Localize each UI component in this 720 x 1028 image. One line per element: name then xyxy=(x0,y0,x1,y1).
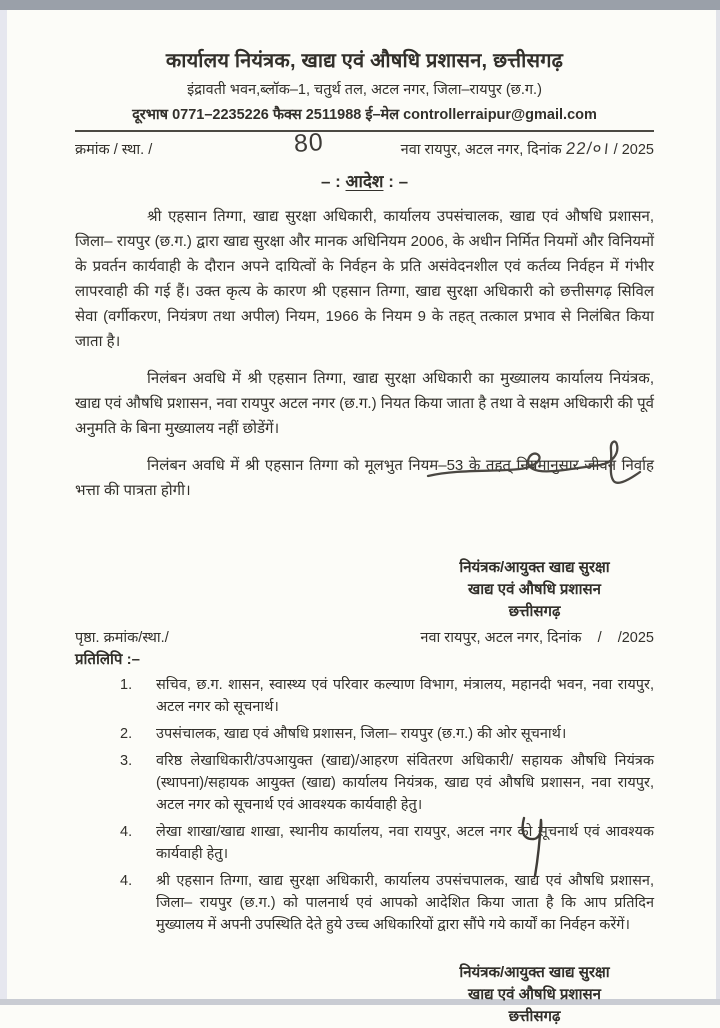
list-item xyxy=(75,870,654,936)
handwritten-mark xyxy=(512,808,560,882)
signatory-state: छत्तीसगढ़ xyxy=(508,1008,561,1025)
copy-to-list xyxy=(75,674,654,936)
signature-space xyxy=(427,511,642,557)
order-paragraph-2: निलंबन अवधि में श्री एहसान तिग्गा, खाद्य सुरक्षा अधिकारी का मुख्यालय कार्यालय नियंत्रक, खाद्य एवं औषधि प्रशासन, नवा रायपुर अटल नगर (छ.ग.) नियत किया जाता है तथा वे सक्षम अधिकारी की पूर्व अनुमति के बिना मुख्यालय नहीं छोडेंगें। xyxy=(75,370,654,437)
list-item-number: 4. xyxy=(120,873,133,889)
order-heading-word: आदेश xyxy=(345,172,384,191)
signatory-department: खाद्य एवं औषधि प्रशासन xyxy=(468,986,601,1003)
list-item-text: उपसंचालक, खाद्य एवं औषधि प्रशासन, जिला– रायपुर (छ.ग.) की ओर सूचनार्थ। xyxy=(156,726,567,742)
list-item-text: वरिष्ठ लेखाधिकारी/उपआयुक्त (खाद्य)/आहरण संवितरण अधिकारी/ सहायक औषधि नियंत्रक (स्थापना)/सहायक आयुक्त (खाद्य) कार्यालय नियंत्रक, खाद्य एवं औषधि प्रशासन, नवा रायपुर, अटल नगर को सूचनार्थ एवं आवश्यक कार्यवाही हेतु। xyxy=(156,753,654,813)
office-contact-line: दूरभाष 0771–2235226 फैक्स 2511988 ई–मेल controllerraipur@gmail.com xyxy=(75,104,654,132)
list-item-text: लेखा शाखा/खाद्य शाखा, स्थानीय कार्यालय, नवा रायपुर, अटल नगर को सूचनार्थ एवं आवश्यक कार्यवाही हेतु। xyxy=(156,824,654,862)
list-item xyxy=(75,674,654,718)
scan-edge-right xyxy=(716,10,720,1005)
endorsement-number-label: पृष्ठा. क्रमांक/स्था./ xyxy=(75,630,169,646)
endorsement-line xyxy=(75,627,654,647)
order-paragraph-1: श्री एहसान तिग्गा, खाद्य सुरक्षा अधिकारी, कार्यालय उपसंचालक, खाद्य एवं औषधि प्रशासन, जिला– रायपुर (छ.ग.) द्वारा खाद्य सुरक्षा और मानक अधिनियम 2006, के अधीन निर्मित नियमों और विनियमों के प्रवर्तन कार्यवाही के दौरान अपने दायित्वों के निर्वहन के प्रति असंवेदनशील एवं कर्तव्य निर्वहन में गंभीर लापरवाही की गई हैं। उक्त कृत्य के कारण श्री एहसान तिग्गा, खाद्य सुरक्षा अधिकारी को छत्तीसगढ़ सिविल सेवा (वर्गीकरण, नियंत्रण तथा अपील) नियम, 1966 के नियम 9 के तहत् तत्काल प्रभाव से निलंबित किया जाता है। xyxy=(75,208,654,350)
list-item xyxy=(75,723,654,745)
list-item xyxy=(75,750,654,816)
office-title: कार्यालय नियंत्रक, खाद्य एवं औषधि प्रशासन, छत्तीसगढ़ xyxy=(165,50,564,72)
scan-edge-top xyxy=(0,0,720,10)
list-item-text: श्री एहसान तिग्गा, खाद्य सुरक्षा अधिकारी, कार्यालय उपसंचपालक, खाद्य एवं औषधि प्रशासन, जिला– रायपुर (छ.ग.) को पालनार्थ एवं आपको आदेशित किया जाता है कि आप प्रतिदिन मुख्यालय में अपनी उपस्थिति देते हुये उच्च अधिकारियों द्वारा सौंपे गये कार्यों का निर्वहन करेंगें। xyxy=(156,873,654,933)
signatory-designation: नियंत्रक/आयुक्त खाद्य सुरक्षा xyxy=(459,559,610,576)
list-item-number: 1. xyxy=(120,677,133,693)
signatory-department: खाद्य एवं औषधि प्रशासन xyxy=(468,581,601,598)
order-paragraph-3: निलंबन अवधि में श्री एहसान तिग्गा को मूलभुत नियम–53 के तहत् नियमानुसार जीवन निर्वाह भत्ता की पात्रता होगी। xyxy=(75,457,654,499)
scan-edge-left xyxy=(0,10,7,1005)
list-item-number: 3. xyxy=(120,753,133,769)
list-item xyxy=(75,821,654,865)
reference-line xyxy=(75,136,654,159)
list-item-number: 4. xyxy=(120,824,133,840)
reference-number-label: क्रमांक / स्था. / xyxy=(75,142,153,158)
handwritten-signature-scribble xyxy=(424,438,649,490)
endorsement-place-date: नवा रायपुर, अटल नगर, दिनांक / /2025 xyxy=(420,630,654,646)
copy-to-heading: प्रतिलिपि :– xyxy=(75,651,140,668)
handwritten-date: 22/०। xyxy=(564,139,611,158)
handwritten-ref-number: 80 xyxy=(293,127,325,159)
office-address: इंद्रावती भवन,ब्लॉक–1, चतुर्थ तल, अटल नगर, जिला–रायपुर (छ.ग.) xyxy=(187,82,542,98)
order-heading xyxy=(75,169,654,192)
signature-block-first xyxy=(427,511,642,623)
signatory-designation: नियंत्रक/आयुक्त खाद्य सुरक्षा xyxy=(459,964,610,981)
order-heading-suffix: : – xyxy=(383,172,409,191)
place-date-line xyxy=(401,136,654,159)
date-year-suffix: / 2025 xyxy=(609,142,654,158)
signature-block-second xyxy=(427,962,642,1028)
document-body xyxy=(75,46,654,1028)
order-heading-prefix: – : xyxy=(320,172,346,191)
signatory-state: छत्तीसगढ़ xyxy=(508,603,561,620)
list-item-text: सचिव, छ.ग. शासन, स्वास्थ्य एवं परिवार कल्याण विभाग, मंत्रालय, महानदी भवन, नवा रायपुर, अटल नगर को सूचनार्थ। xyxy=(156,677,654,715)
list-item-number: 2. xyxy=(120,726,133,742)
place-date-text: नवा रायपुर, अटल नगर, दिनांक xyxy=(400,142,566,158)
